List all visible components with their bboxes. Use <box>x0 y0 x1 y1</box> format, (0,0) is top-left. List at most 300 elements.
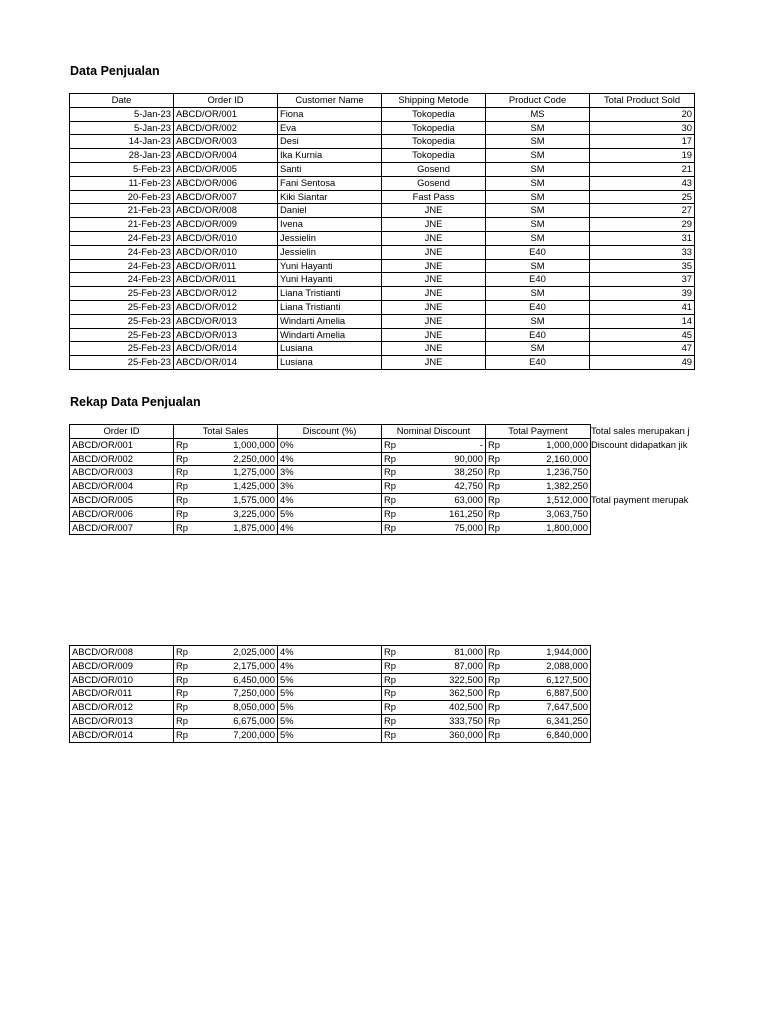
table-row <box>70 466 591 480</box>
amount-value: 1,236,750 <box>546 466 588 478</box>
date-cell: 25-Feb-23 <box>70 287 174 301</box>
total-payment-cell <box>486 714 591 728</box>
order-id-cell: ABCD/OR/011 <box>70 687 174 701</box>
table-row <box>70 287 695 301</box>
currency-label: Rp <box>488 714 500 726</box>
table-row <box>70 356 695 370</box>
shipping-cell: Tokopedia <box>382 149 486 163</box>
customer-name-cell: Liana Tristianti <box>278 287 382 301</box>
table-row <box>70 507 591 521</box>
nominal-discount-cell <box>382 673 486 687</box>
product-code-cell: SM <box>486 135 590 149</box>
currency-label: Rp <box>176 493 188 505</box>
order-id-cell: ABCD/OR/010 <box>174 231 278 245</box>
shipping-cell: JNE <box>382 328 486 342</box>
header-shipping-metode: Shipping Metode <box>382 94 486 108</box>
total-sales-cell <box>174 480 278 494</box>
amount-value: 1,425,000 <box>233 480 275 492</box>
customer-name-cell: Windarti Amelia <box>278 314 382 328</box>
discount-cell: 4% <box>278 493 382 507</box>
note-total-sales: Total sales merupakan j <box>591 425 690 436</box>
amount-value: 6,127,500 <box>546 673 588 685</box>
header-date: Date <box>70 94 174 108</box>
product-code-cell: MS <box>486 107 590 121</box>
customer-name-cell: Lusiana <box>278 356 382 370</box>
order-id-cell: ABCD/OR/007 <box>70 521 174 535</box>
nominal-discount-cell <box>382 480 486 494</box>
product-code-cell: SM <box>486 287 590 301</box>
discount-cell: 5% <box>278 687 382 701</box>
table-row <box>70 231 695 245</box>
amount-value: 1,512,000 <box>546 493 588 505</box>
order-id-cell: ABCD/OR/009 <box>70 659 174 673</box>
amount-value: 6,341,250 <box>546 714 588 726</box>
order-id-cell: ABCD/OR/014 <box>70 728 174 742</box>
table-row <box>70 659 591 673</box>
total-sold-cell: 39 <box>590 287 695 301</box>
table-row <box>70 521 591 535</box>
total-sales-cell <box>174 673 278 687</box>
sales-header-row <box>70 94 695 108</box>
nominal-discount-cell <box>382 728 486 742</box>
discount-cell: 5% <box>278 507 382 521</box>
order-id-cell: ABCD/OR/008 <box>70 646 174 660</box>
nominal-discount-cell <box>382 466 486 480</box>
customer-name-cell: Ivena <box>278 218 382 232</box>
date-cell: 24-Feb-23 <box>70 259 174 273</box>
table-row <box>70 259 695 273</box>
amount-value: 1,944,000 <box>546 646 588 657</box>
order-id-cell: ABCD/OR/012 <box>70 701 174 715</box>
header-order-id: Order ID <box>70 425 174 439</box>
table-row <box>70 687 591 701</box>
shipping-cell: Tokopedia <box>382 107 486 121</box>
note-discount: Discount didapatkan jik <box>591 439 688 450</box>
date-cell: 5-Feb-23 <box>70 162 174 176</box>
shipping-cell: JNE <box>382 245 486 259</box>
total-sales-cell <box>174 466 278 480</box>
shipping-cell: Gosend <box>382 162 486 176</box>
total-sold-cell: 21 <box>590 162 695 176</box>
amount-value: 42,750 <box>454 480 483 492</box>
currency-label: Rp <box>176 507 188 519</box>
total-payment-cell <box>486 701 591 715</box>
shipping-cell: JNE <box>382 259 486 273</box>
amount-value: 6,840,000 <box>546 728 588 740</box>
product-code-cell: SM <box>486 218 590 232</box>
customer-name-cell: Desi <box>278 135 382 149</box>
currency-label: Rp <box>488 466 500 478</box>
amount-value: 2,250,000 <box>233 452 275 464</box>
currency-label: Rp <box>488 646 500 657</box>
total-sales-cell <box>174 646 278 660</box>
currency-label: Rp <box>176 480 188 492</box>
total-payment-cell <box>486 521 591 535</box>
total-sold-cell: 33 <box>590 245 695 259</box>
product-code-cell: SM <box>486 121 590 135</box>
total-sold-cell: 35 <box>590 259 695 273</box>
currency-label: Rp <box>176 701 188 713</box>
total-payment-cell <box>486 466 591 480</box>
table-row <box>70 342 695 356</box>
table-row <box>70 728 591 742</box>
shipping-cell: JNE <box>382 204 486 218</box>
order-id-cell: ABCD/OR/014 <box>174 356 278 370</box>
total-sold-cell: 31 <box>590 231 695 245</box>
order-id-cell: ABCD/OR/003 <box>70 466 174 480</box>
currency-label: Rp <box>488 493 500 505</box>
nominal-discount-cell <box>382 646 486 660</box>
amount-value: 3,063,750 <box>546 507 588 519</box>
total-sold-cell: 19 <box>590 149 695 163</box>
order-id-cell: ABCD/OR/008 <box>174 204 278 218</box>
currency-label: Rp <box>488 507 500 519</box>
discount-cell: 0% <box>278 438 382 452</box>
date-cell: 21-Feb-23 <box>70 218 174 232</box>
currency-label: Rp <box>176 466 188 478</box>
amount-value: 7,250,000 <box>233 687 275 699</box>
amount-value: 1,000,000 <box>546 438 588 450</box>
date-cell: 25-Feb-23 <box>70 314 174 328</box>
product-code-cell: SM <box>486 162 590 176</box>
table-row <box>70 190 695 204</box>
date-cell: 24-Feb-23 <box>70 245 174 259</box>
shipping-cell: JNE <box>382 356 486 370</box>
customer-name-cell: Yuni Hayanti <box>278 273 382 287</box>
amount-value: 75,000 <box>454 521 483 533</box>
table-row <box>70 480 591 494</box>
currency-label: Rp <box>488 480 500 492</box>
table-row <box>70 162 695 176</box>
table-row <box>70 714 591 728</box>
date-cell: 5-Jan-23 <box>70 107 174 121</box>
currency-label: Rp <box>176 687 188 699</box>
recap-table-bottom <box>69 645 591 743</box>
currency-label: Rp <box>384 646 396 657</box>
table-row <box>70 135 695 149</box>
total-payment-cell <box>486 687 591 701</box>
date-cell: 24-Feb-23 <box>70 231 174 245</box>
table-row <box>70 121 695 135</box>
total-sales-cell <box>174 438 278 452</box>
date-cell: 25-Feb-23 <box>70 328 174 342</box>
currency-label: Rp <box>176 673 188 685</box>
order-id-cell: ABCD/OR/011 <box>174 273 278 287</box>
currency-label: Rp <box>176 521 188 533</box>
shipping-cell: JNE <box>382 273 486 287</box>
nominal-discount-cell <box>382 701 486 715</box>
currency-label: Rp <box>384 687 396 699</box>
product-code-cell: SM <box>486 149 590 163</box>
shipping-cell: Fast Pass <box>382 190 486 204</box>
table-row <box>70 273 695 287</box>
amount-value: 6,675,000 <box>233 714 275 726</box>
total-sales-cell <box>174 521 278 535</box>
discount-cell: 3% <box>278 466 382 480</box>
amount-value: 6,450,000 <box>233 673 275 685</box>
order-id-cell: ABCD/OR/001 <box>174 107 278 121</box>
header-nominal-discount: Nominal Discount <box>382 425 486 439</box>
total-payment-cell <box>486 673 591 687</box>
discount-cell: 4% <box>278 452 382 466</box>
product-code-cell: SM <box>486 314 590 328</box>
date-cell: 25-Feb-23 <box>70 356 174 370</box>
order-id-cell: ABCD/OR/002 <box>70 452 174 466</box>
discount-cell: 5% <box>278 701 382 715</box>
table-row <box>70 701 591 715</box>
discount-cell: 3% <box>278 480 382 494</box>
amount-value: 7,647,500 <box>546 701 588 713</box>
amount-value: 360,000 <box>449 728 483 740</box>
currency-label: Rp <box>488 659 500 671</box>
product-code-cell: SM <box>486 190 590 204</box>
total-payment-cell <box>486 493 591 507</box>
product-code-cell: E40 <box>486 273 590 287</box>
amount-value: 87,000 <box>454 659 483 671</box>
product-code-cell: SM <box>486 342 590 356</box>
nominal-discount-cell <box>382 521 486 535</box>
currency-label: Rp <box>488 438 500 450</box>
header-total-product-sold: Total Product Sold <box>590 94 695 108</box>
customer-name-cell: Liana Tristianti <box>278 300 382 314</box>
order-id-cell: ABCD/OR/007 <box>174 190 278 204</box>
discount-cell: 4% <box>278 646 382 660</box>
table-row <box>70 493 591 507</box>
product-code-cell: SM <box>486 259 590 273</box>
order-id-cell: ABCD/OR/002 <box>174 121 278 135</box>
amount-value: 1,000,000 <box>233 438 275 450</box>
table-row <box>70 646 591 660</box>
total-sold-cell: 37 <box>590 273 695 287</box>
nominal-discount-cell <box>382 493 486 507</box>
total-sales-cell <box>174 507 278 521</box>
amount-value: 2,160,000 <box>546 452 588 464</box>
order-id-cell: ABCD/OR/011 <box>174 259 278 273</box>
customer-name-cell: Fani Sentosa <box>278 176 382 190</box>
customer-name-cell: Eva <box>278 121 382 135</box>
table-row <box>70 300 695 314</box>
order-id-cell: ABCD/OR/004 <box>70 480 174 494</box>
recap-table-top <box>69 424 591 535</box>
total-sold-cell: 41 <box>590 300 695 314</box>
header-product-code: Product Code <box>486 94 590 108</box>
shipping-cell: JNE <box>382 314 486 328</box>
total-sold-cell: 20 <box>590 107 695 121</box>
total-payment-cell <box>486 507 591 521</box>
currency-label: Rp <box>176 452 188 464</box>
currency-label: Rp <box>176 728 188 740</box>
total-payment-cell <box>486 659 591 673</box>
currency-label: Rp <box>488 701 500 713</box>
currency-label: Rp <box>384 480 396 492</box>
header-customer-name: Customer Name <box>278 94 382 108</box>
note-total-payment: Total payment merupak <box>591 494 689 505</box>
total-sales-cell <box>174 687 278 701</box>
order-id-cell: ABCD/OR/005 <box>174 162 278 176</box>
total-sales-cell <box>174 714 278 728</box>
total-sold-cell: 30 <box>590 121 695 135</box>
header-total-payment: Total Payment <box>486 425 591 439</box>
total-sold-cell: 17 <box>590 135 695 149</box>
total-payment-cell <box>486 438 591 452</box>
nominal-discount-cell <box>382 438 486 452</box>
table-row <box>70 328 695 342</box>
product-code-cell: SM <box>486 176 590 190</box>
total-sold-cell: 14 <box>590 314 695 328</box>
amount-value: 1,800,000 <box>546 521 588 533</box>
date-cell: 5-Jan-23 <box>70 121 174 135</box>
amount-value: 2,175,000 <box>233 659 275 671</box>
table-row <box>70 673 591 687</box>
currency-label: Rp <box>488 673 500 685</box>
currency-label: Rp <box>384 452 396 464</box>
amount-value: 322,500 <box>449 673 483 685</box>
order-id-cell: ABCD/OR/013 <box>70 714 174 728</box>
total-sold-cell: 27 <box>590 204 695 218</box>
amount-value: 333,750 <box>449 714 483 726</box>
nominal-discount-cell <box>382 659 486 673</box>
amount-value: 90,000 <box>454 452 483 464</box>
shipping-cell: Tokopedia <box>382 135 486 149</box>
nominal-discount-cell <box>382 714 486 728</box>
customer-name-cell: Lusiana <box>278 342 382 356</box>
order-id-cell: ABCD/OR/005 <box>70 493 174 507</box>
currency-label: Rp <box>488 687 500 699</box>
total-sales-cell <box>174 728 278 742</box>
order-id-cell: ABCD/OR/006 <box>70 507 174 521</box>
shipping-cell: JNE <box>382 218 486 232</box>
currency-label: Rp <box>384 659 396 671</box>
amount-value: 1,875,000 <box>233 521 275 533</box>
amount-value: 1,275,000 <box>233 466 275 478</box>
customer-name-cell: Ika Kurnia <box>278 149 382 163</box>
currency-label: Rp <box>384 728 396 740</box>
shipping-cell: Tokopedia <box>382 121 486 135</box>
table-row <box>70 218 695 232</box>
shipping-cell: JNE <box>382 300 486 314</box>
total-payment-cell <box>486 728 591 742</box>
amount-value: 1,575,000 <box>233 493 275 505</box>
currency-label: Rp <box>488 728 500 740</box>
order-id-cell: ABCD/OR/013 <box>174 314 278 328</box>
total-payment-cell <box>486 480 591 494</box>
date-cell: 14-Jan-23 <box>70 135 174 149</box>
total-sales-cell <box>174 493 278 507</box>
customer-name-cell: Jessielin <box>278 245 382 259</box>
customer-name-cell: Daniel <box>278 204 382 218</box>
amount-value: 81,000 <box>454 646 483 657</box>
total-sold-cell: 47 <box>590 342 695 356</box>
total-sold-cell: 45 <box>590 328 695 342</box>
amount-value: 362,500 <box>449 687 483 699</box>
customer-name-cell: Santi <box>278 162 382 176</box>
product-code-cell: E40 <box>486 245 590 259</box>
order-id-cell: ABCD/OR/009 <box>174 218 278 232</box>
currency-label: Rp <box>384 493 396 505</box>
discount-cell: 4% <box>278 521 382 535</box>
total-sales-cell <box>174 452 278 466</box>
currency-label: Rp <box>176 714 188 726</box>
currency-label: Rp <box>384 438 396 450</box>
date-cell: 11-Feb-23 <box>70 176 174 190</box>
shipping-cell: Gosend <box>382 176 486 190</box>
sales-table <box>69 93 695 370</box>
amount-value: 8,050,000 <box>233 701 275 713</box>
date-cell: 20-Feb-23 <box>70 190 174 204</box>
discount-cell: 5% <box>278 673 382 687</box>
nominal-discount-cell <box>382 687 486 701</box>
total-sales-cell <box>174 659 278 673</box>
order-id-cell: ABCD/OR/012 <box>174 300 278 314</box>
sales-title: Data Penjualan <box>70 64 160 78</box>
recap-title: Rekap Data Penjualan <box>70 395 201 409</box>
amount-value: 7,200,000 <box>233 728 275 740</box>
date-cell: 21-Feb-23 <box>70 204 174 218</box>
table-row <box>70 107 695 121</box>
table-row <box>70 245 695 259</box>
shipping-cell: JNE <box>382 231 486 245</box>
discount-cell: 4% <box>278 659 382 673</box>
date-cell: 24-Feb-23 <box>70 273 174 287</box>
nominal-discount-cell <box>382 452 486 466</box>
discount-cell: 5% <box>278 714 382 728</box>
currency-label: Rp <box>488 452 500 464</box>
customer-name-cell: Yuni Hayanti <box>278 259 382 273</box>
total-payment-cell <box>486 452 591 466</box>
discount-cell: 5% <box>278 728 382 742</box>
header-discount: Discount (%) <box>278 425 382 439</box>
amount-value: 2,088,000 <box>546 659 588 671</box>
total-sold-cell: 49 <box>590 356 695 370</box>
product-code-cell: SM <box>486 231 590 245</box>
product-code-cell: SM <box>486 204 590 218</box>
date-cell: 25-Feb-23 <box>70 300 174 314</box>
order-id-cell: ABCD/OR/004 <box>174 149 278 163</box>
table-row <box>70 452 591 466</box>
amount-value: 6,887,500 <box>546 687 588 699</box>
currency-label: Rp <box>384 521 396 533</box>
amount-value: 2,025,000 <box>233 646 275 657</box>
amount-value: 1,382,250 <box>546 480 588 492</box>
header-order-id: Order ID <box>174 94 278 108</box>
product-code-cell: E40 <box>486 328 590 342</box>
header-total-sales: Total Sales <box>174 425 278 439</box>
currency-label: Rp <box>384 673 396 685</box>
amount-value: 161,250 <box>449 507 483 519</box>
order-id-cell: ABCD/OR/014 <box>174 342 278 356</box>
nominal-discount-cell <box>382 507 486 521</box>
order-id-cell: ABCD/OR/001 <box>70 438 174 452</box>
table-row <box>70 314 695 328</box>
product-code-cell: E40 <box>486 356 590 370</box>
order-id-cell: ABCD/OR/013 <box>174 328 278 342</box>
order-id-cell: ABCD/OR/003 <box>174 135 278 149</box>
order-id-cell: ABCD/OR/006 <box>174 176 278 190</box>
currency-label: Rp <box>384 714 396 726</box>
amount-value: 3,225,000 <box>233 507 275 519</box>
date-cell: 25-Feb-23 <box>70 342 174 356</box>
order-id-cell: ABCD/OR/012 <box>174 287 278 301</box>
amount-value: 38,250 <box>454 466 483 478</box>
currency-label: Rp <box>384 466 396 478</box>
currency-label: Rp <box>176 646 188 657</box>
customer-name-cell: Kiki Siantar <box>278 190 382 204</box>
shipping-cell: JNE <box>382 287 486 301</box>
order-id-cell: ABCD/OR/010 <box>174 245 278 259</box>
customer-name-cell: Windarti Amelia <box>278 328 382 342</box>
total-payment-cell <box>486 646 591 660</box>
currency-label: Rp <box>176 659 188 671</box>
